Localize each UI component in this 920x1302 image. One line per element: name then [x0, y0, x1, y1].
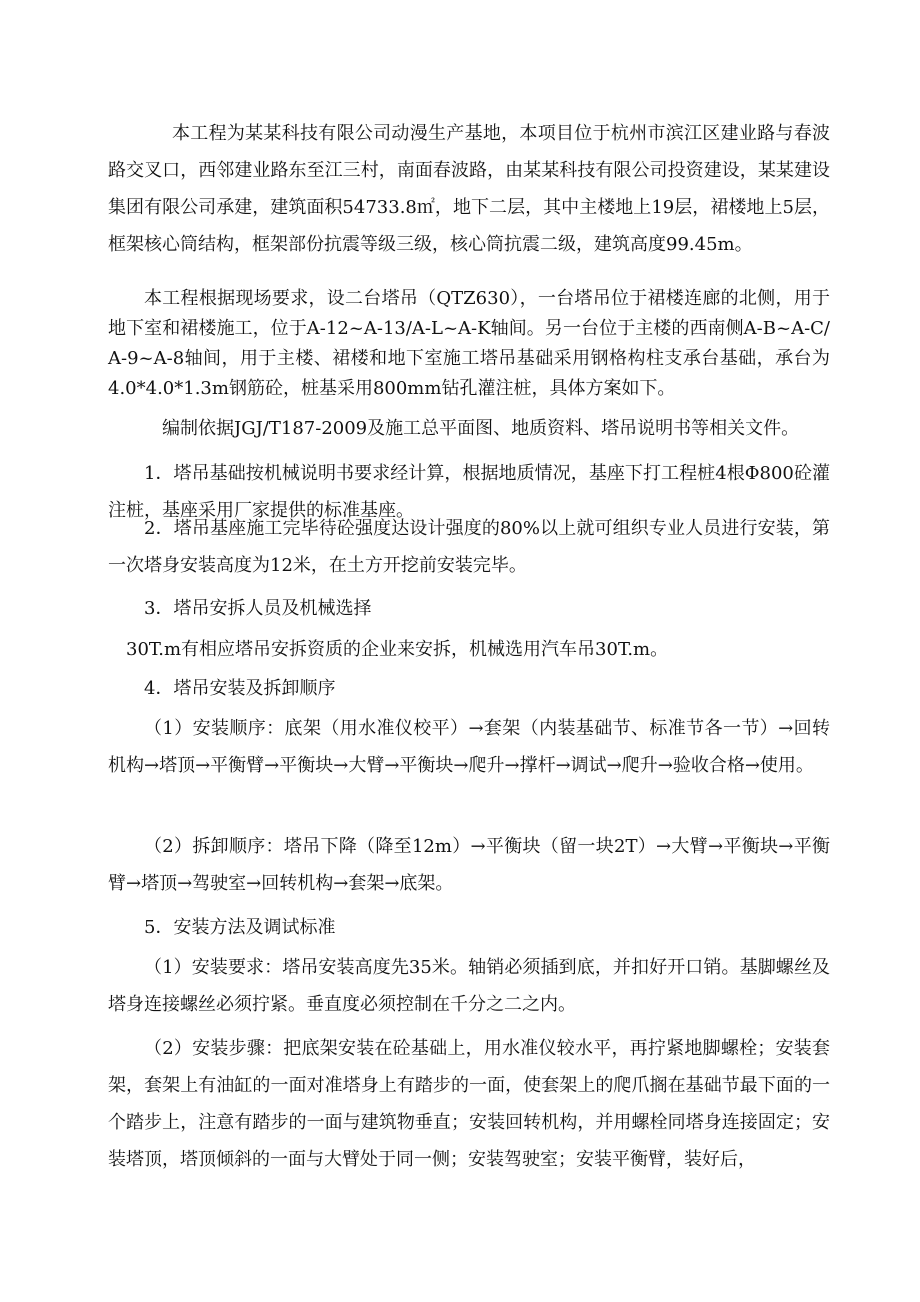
paragraph-item-2: 2．塔吊基座施工完毕待砼强度达设计强度的80%以上就可组织专业人员进行安装，第一次塔身安装高度为12米，在土方开挖前安装完毕。 [108, 518, 830, 576]
paragraph-item-4-heading: 4．塔吊安装及拆卸顺序 [144, 678, 336, 699]
paragraph-item-3-heading: 3．塔吊安拆人员及机械选择 [144, 598, 372, 619]
paragraph-install-steps: （2）安装步骤：把底架安装在砼基础上，用水准仪较水平，再拧紧地脚螺栓；安装套架，套架上有油缸的一面对准塔身上有踏步的一面，使套架上的爬爪搁在基础节最下面的一个踏步上，注意有踏步的一面与建筑物垂直；安装回转机构，并用螺栓同塔身连接固定；安装塔顶，塔顶倾斜的一面与大臂处于同一侧；安装驾驶室；安装平衡臂，装好后， [108, 1038, 830, 1170]
paragraph-project-overview: 本工程为某某科技有限公司动漫生产基地，本项目位于杭州市滨江区建业路与春波路交叉口，西邻建业路东至江三村，南面春波路，由某某科技有限公司投资建设，某某建设集团有限公司承建，建筑面积54733.8㎡，地下二层，其中主楼地上19层，裙楼地上5层，框架核心筒结构，框架部份抗震等级三级，核心筒抗震二级，建筑高度99.45m。 [108, 123, 830, 255]
paragraph-basis: 编制依据JGJ/T187-2009及施工总平面图、地质资料、塔吊说明书等相关文件。 [162, 418, 800, 439]
paragraph-tower-crane-setup: 本工程根据现场要求，设二台塔吊（QTZ630），一台塔吊位于裙楼连廊的北侧，用于地下室和裙楼施工，位于A-12~A-13/A-L~A-K轴间。另一台位于主楼的西南侧A-B~A-C/A-9~A-8轴间，用于主楼、裙楼和地下室施工塔吊基础采用钢格构柱支承台基础，承台为4.0*4.0*1.3m钢筋砼，桩基采用800mm钻孔灌注桩，具体方案如下。 [108, 288, 830, 399]
paragraph-item-1: 1．塔吊基础按机械说明书要求经计算，根据地质情况，基座下打工程桩4根Φ800砼灌注桩，基座采用厂家提供的标准基座。 [108, 463, 830, 521]
paragraph-item-5-heading: 5．安装方法及调试标准 [144, 917, 336, 938]
paragraph-dismantle-sequence: （2）拆卸顺序：塔吊下降（降至12m）→平衡块（留一块2T）→大臂→平衡块→平衡臂→塔顶→驾驶室→回转机构→套架→底架。 [108, 836, 830, 894]
paragraph-install-sequence: （1）安装顺序：底架（用水准仪校平）→套架（内装基础节、标准节各一节）→回转机构→塔顶→平衡臂→平衡块→大臂→平衡块→爬升→撑杆→调试→爬升→验收合格→使用。 [108, 718, 830, 776]
paragraph-install-requirements: （1）安装要求：塔吊安装高度先35米。轴销必须插到底，并扣好开口销。基脚螺丝及塔身连接螺丝必须拧紧。垂直度必须控制在千分之二之内。 [108, 957, 830, 1015]
paragraph-item-3-body: 30T.m有相应塔吊安拆资质的企业来安拆，机械选用汽车吊30T.m。 [126, 639, 669, 660]
